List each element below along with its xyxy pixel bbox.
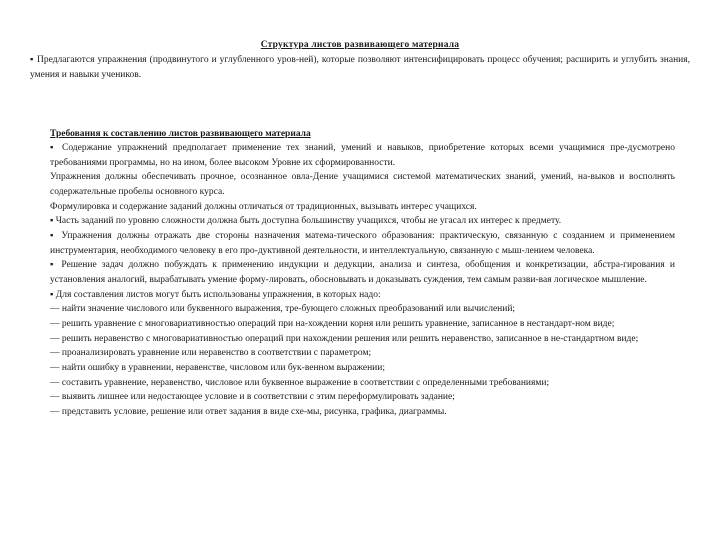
list-item: — представить условие, решение или ответ задания в виде схе-мы, рисунка, графика, диаграммы.: [50, 406, 447, 417]
requirement-paragraph: Упражнения должны обеспечивать прочное, осознанное овла-Дение учащимися системой математических знаний, умений, на-выков и восполнять содержательные пробелы основного курса.: [50, 172, 675, 197]
requirement-paragraph: ▪ Упражнения должны отражать две стороны назначения матема-тического образования: практическую, связанную с созданием и применением инструментария, необходимого человеку в его про-дуктивной деятельности, и интеллектуальную, связанную с мыш-лением человека.: [50, 230, 675, 256]
requirement-paragraph: ▪ Решение задач должно побуждать к применению индукции и дедукции, анализа и синтеза, обобщения и конкретизации, абстра-гирования и установления аналогий, вырабатывать умение форму-лировать, обосновывать и доказывать суждения, тем самым разви-вая логическое мышление.: [50, 260, 675, 285]
list-item: — проанализировать уравнение или неравенство в соответствии с параметром;: [50, 348, 372, 359]
requirement-paragraph: Формулировка и содержание заданий должны отличаться от традиционных, вызывать интерес учащихся.: [50, 201, 477, 212]
requirement-paragraph: ▪ Для составления листов могут быть использованы упражнения, в которых надо:: [50, 289, 381, 300]
requirements-section: [50, 127, 675, 419]
list-item: — решить неравенство с многовариативностью операций при нахождении решения или решить неравенство, записанное в не-стандартном виде;: [50, 333, 639, 344]
list-item: — найти ошибку в уравнении, неравенстве, числовом или бук-венном выражении;: [50, 362, 385, 373]
requirements-title: Требования к составлению листов развивающего материала: [50, 129, 311, 139]
intro-paragraph: ▪ Предлагаются упражнения (продвинутого и углубленного уров-ней), которые позволяют интенсифицировать процесс обучения; расширить и углубить знания, умения и навыки учеников.: [30, 55, 690, 80]
requirement-paragraph: ▪ Содержание упражнений предполагает применение тех знаний, умений и навыков, приобретение которых всеми учащимися пре-дусмотрено требованиями программы, но на ином, более высоком Уровне их сформированности.: [50, 143, 675, 168]
list-item: — выявить лишнее или недостающее условие и в соответствии с этим переформулировать задание;: [50, 392, 455, 403]
page-title: Структура листов развивающего материала: [260, 40, 460, 50]
list-item: — составить уравнение, неравенство, числовое или буквенное выражение в соответствии с определенными требованиями;: [50, 377, 550, 388]
requirement-paragraph: ▪ Часть заданий по уровню сложности должна быть доступна большинству учащихся, чтобы не угасал их интерес к предмету.: [50, 216, 562, 227]
list-item: — решить уравнение с многовариативностью операций при на-хождении корня или решить уравнение, записанное в нестандарт-ном виде;: [50, 318, 615, 329]
list-item: — найти значение числового или буквенного выражения, тре-бующего сложных преобразований или вычислений;: [50, 304, 516, 315]
